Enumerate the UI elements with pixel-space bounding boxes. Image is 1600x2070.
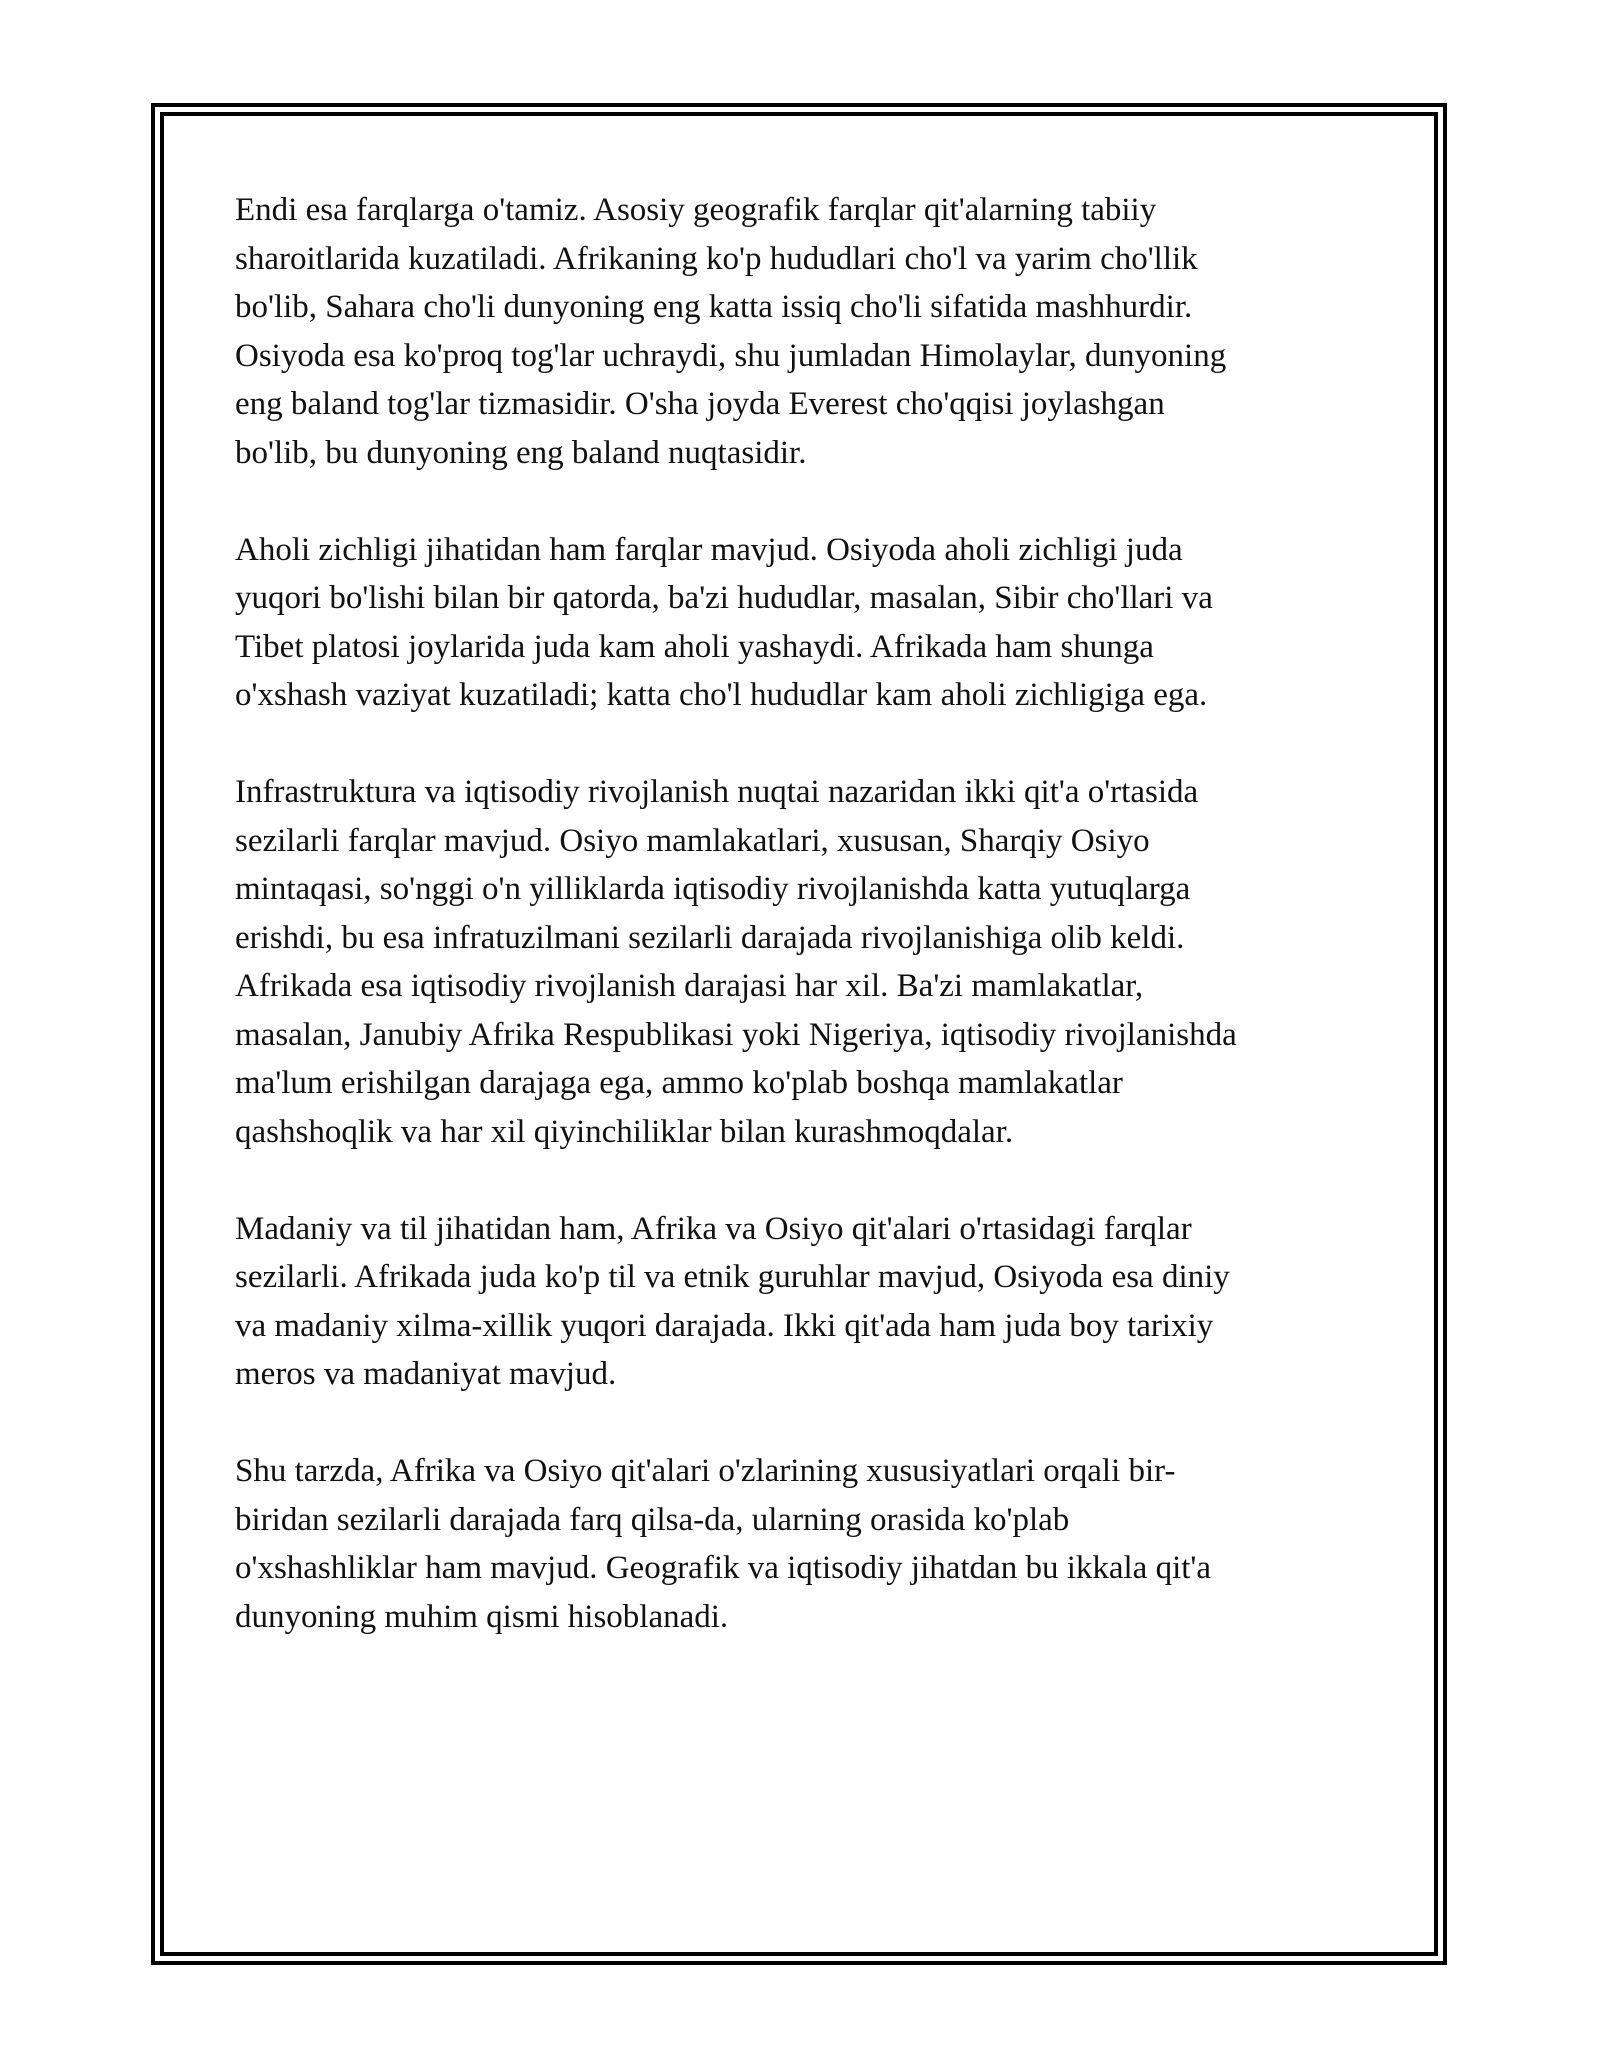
- paragraph-population-density: Aholi zichligi jihatidan ham farqlar mavjud. Osiyoda aholi zichligi juda yuqori bo'lishi bilan bir qatorda, ba'zi hududlar, masalan, Sibir cho'llari va Tibet platosi joylarida juda kam aholi yashaydi. Afrikada ham shunga o'xshash vaziyat kuzatiladi; katta cho'l hududlar kam aholi zichligiga ega.: [235, 531, 1213, 713]
- paragraph-conclusion: Shu tarzda, Afrika va Osiyo qit'alari o'zlarining xususiyatlari orqali bir- biridan sezilarli darajada farq qilsa-da, ularning orasida ko'plab o'xshashliklar ham mavjud. Geografik va iqtisodiy jihatdan bu ikkala qit'a dunyoning muhim qismi hisoblanadi.: [235, 1453, 1212, 1635]
- paragraph-economy: Infrastruktura va iqtisodiy rivojlanish nuqtai nazaridan ikki qit'a o'rtasida sezilarli farqlar mavjud. Osiyo mamlakatlari, xususan, Sharqiy Osiyo mintaqasi, so'nggi o'n yilliklarda iqtisodiy rivojlanishda katta yutuqlarga erishdi, bu esa infratuzilmani sezilarli darajada rivojlanishiga olib keldi. Afrikada esa iqtisodiy rivojlanish darajasi har xil. Ba'zi mamlakatlar, masalan, Janubiy Afrika Respublikasi yoki Nigeriya, iqtisodiy rivojlanishda ma'lum erishilgan darajaga ega, ammo ko'plab boshqa mamlakatlar qashshoqlik va har xil qiyinchiliklar bilan kurashmoqdalar.: [235, 774, 1237, 1150]
- document-body: [235, 186, 1370, 1690]
- paragraph-geography: Endi esa farqlarga o'tamiz. Asosiy geografik farqlar qit'alarning tabiiy sharoitlarida kuzatiladi. Afrikaning ko'p hududlari cho'l va yarim cho'llik bo'lib, Sahara cho'li dunyoning eng katta issiq cho'li sifatida mashhurdir. Osiyoda esa ko'proq tog'lar uchraydi, shu jumladan Himolaylar, dunyoning eng baland tog'lar tizmasidir. O'sha joyda Everest cho'qqisi joylashgan bo'lib, bu dunyoning eng baland nuqtasidir.: [235, 192, 1227, 471]
- paragraph-culture-language: Madaniy va til jihatidan ham, Afrika va Osiyo qit'alari o'rtasidagi farqlar sezilarli. Afrikada juda ko'p til va etnik guruhlar mavjud, Osiyoda esa diniy va madaniy xilma-xillik yuqori darajada. Ikki qit'ada ham juda boy tarixiy meros va madaniyat mavjud.: [235, 1210, 1230, 1392]
